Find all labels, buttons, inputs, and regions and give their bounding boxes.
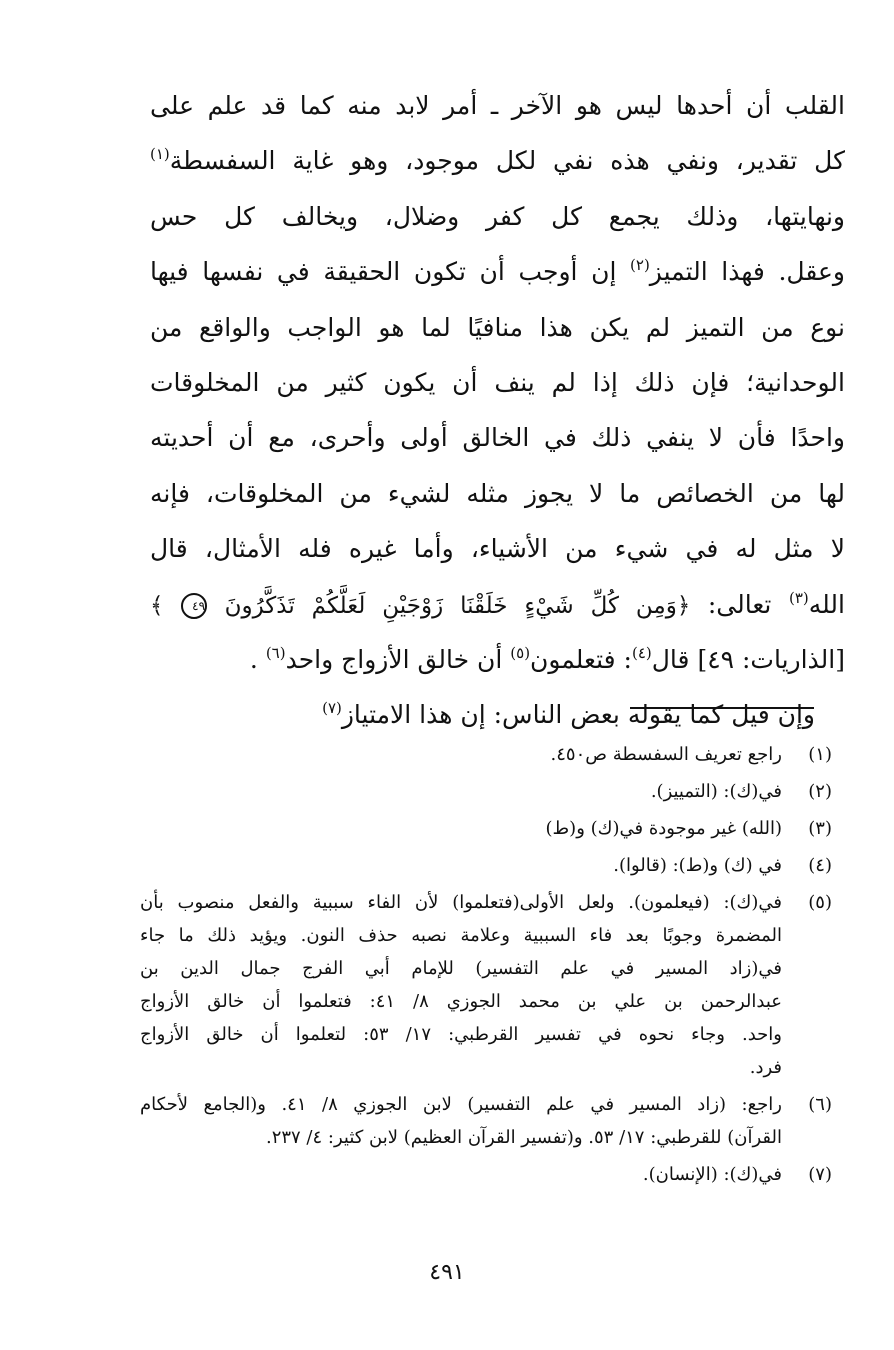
footnote-number: (٦) xyxy=(808,1094,832,1115)
page-number: ٤٩١ xyxy=(429,1260,465,1285)
footnote-line: واحد. وجاء نحوه في تفسير القرطبي: ١٧/ ٥٣: لتعلموا أن خالق الأزواج xyxy=(140,1024,782,1045)
footnote-line: عبدالرحمن بن علي بن محمد الجوزي ٨/ ٤١: فتعلموا أن خالق الأزواج xyxy=(140,991,782,1012)
footnote-ref: (٤) xyxy=(631,643,652,662)
footnote-line: في(ك): (فيعلمون). ولعل الأولى(فتعلموا) لأن الفاء سببية والفعل منصوب بأن xyxy=(140,892,782,913)
footnote xyxy=(140,775,832,808)
footnote-ref: (٥) xyxy=(510,643,531,662)
footnote xyxy=(140,1088,832,1154)
ayah-number-icon: ٤٩ xyxy=(181,593,207,619)
footnote-line: القرآن) للقرطبي: ١٧/ ٥٣. و(تفسير القرآن العظيم) لابن كثير: ٤/ ٢٣٧. xyxy=(265,1127,782,1148)
text-line: القلب أن أحدها ليس هو الآخر ـ أمر لابد منه كما قد علم على xyxy=(150,91,845,120)
footnote-number: (٣) xyxy=(808,818,832,839)
footnote-ref: (٦) xyxy=(265,643,286,662)
footnote-line: (الله) غير موجودة في(ك) و(ط) xyxy=(545,818,782,839)
text-line: وإن قيل كما يقوله بعض الناس: إن هذا الامتياز$^{(٧)}$ xyxy=(322,699,815,730)
text-line: لا مثل له في شيء من الأشياء، وأما غيره فله الأمثال، قال xyxy=(150,534,845,564)
footnote-line: راجع تعريف السفسطة ص٤٥٠. xyxy=(550,744,782,765)
footnote-number: (٧) xyxy=(808,1164,832,1185)
footnote-line: في(ك): (الإنسان). xyxy=(642,1164,782,1185)
footnotes xyxy=(140,738,832,1195)
footnote-number: (٥) xyxy=(808,892,832,913)
text-line: [الذاريات: ٤٩] قال$^{(٤)}$: فتعلمون$^{(٥)}$ أن خالق الأزواج واحد$^{(٦)}$ . xyxy=(249,643,845,674)
footnote-line: فرد. xyxy=(749,1057,782,1078)
text-line: ونهايتها، وذلك يجمع كل كفر وضلال، ويخالف كل حس xyxy=(150,201,845,231)
text-line: واحدًا فأن لا ينفي ذلك في الخالق أولى وأحرى، مع أن أحديته xyxy=(150,423,845,453)
footnote-line: في (ك) و(ط): (قالوا). xyxy=(613,855,782,876)
footnote-ref: (٣) xyxy=(788,588,809,607)
quran-verse: ﴿وَمِن كُلِّ شَيْءٍ خَلَقْنَا زَوْجَيْنِ لَعَلَّكُمْ تَذَكَّرُونَ xyxy=(224,592,691,619)
footnote-number: (٤) xyxy=(808,855,832,876)
footnote-line: المضمرة وجوبًا بعد فاء السببية وعلامة نصبه حذف النون. ويؤيد ذلك ما جاء xyxy=(140,925,782,946)
footnote-line: في(زاد المسير في علم التفسير) للإمام أبي الفرج جمال الدين بن xyxy=(140,958,782,979)
text-line: لها من الخصائص ما لا يجوز مثله لشيء من المخلوقات، فإنه xyxy=(150,478,845,508)
footnote-ref: (٧) xyxy=(322,699,342,718)
footnote-ref: (٢) xyxy=(630,256,650,275)
footnote xyxy=(140,886,832,1084)
footnote xyxy=(140,849,832,882)
footnote xyxy=(140,1158,832,1191)
text-line: نوع من التميز لم يكن هذا منافيًا لما هو الواجب والواقع من xyxy=(150,312,845,342)
text-line: الوحدانية؛ فإن ذلك إذا لم ينف أن يكون كثير من المخلوقات xyxy=(150,367,845,397)
footnote-line: في(ك): (التمييز). xyxy=(650,781,782,802)
footnote xyxy=(140,738,832,771)
footnote xyxy=(140,812,832,845)
footnote-number: (١) xyxy=(808,744,832,765)
main-text xyxy=(150,78,845,743)
text-line: كل تقدير، ونفي هذه نفي لكل موجود، وهو غاية السفسطة$^{(١)}$ xyxy=(150,145,845,176)
footnote-separator xyxy=(630,707,814,709)
footnote-number: (٢) xyxy=(808,781,832,802)
footnote-ref: (١) xyxy=(150,145,170,164)
text-line: الله$^{(٣)}$ تعالى: ﴿وَمِن كُلِّ شَيْءٍ خَلَقْنَا زَوْجَيْنِ لَعَلَّكُمْ تَذَكَّرُونَ ٤٩ ﴾ xyxy=(150,588,845,619)
footnote-line: راجع: (زاد المسير في علم التفسير) لابن الجوزي ٨/ ٤١. و(الجامع لأحكام xyxy=(140,1094,782,1115)
text-line: وعقل. فهذا التميز$^{(٢)}$ إن أوجب أن تكون الحقيقة في نفسها فيها xyxy=(150,256,845,287)
